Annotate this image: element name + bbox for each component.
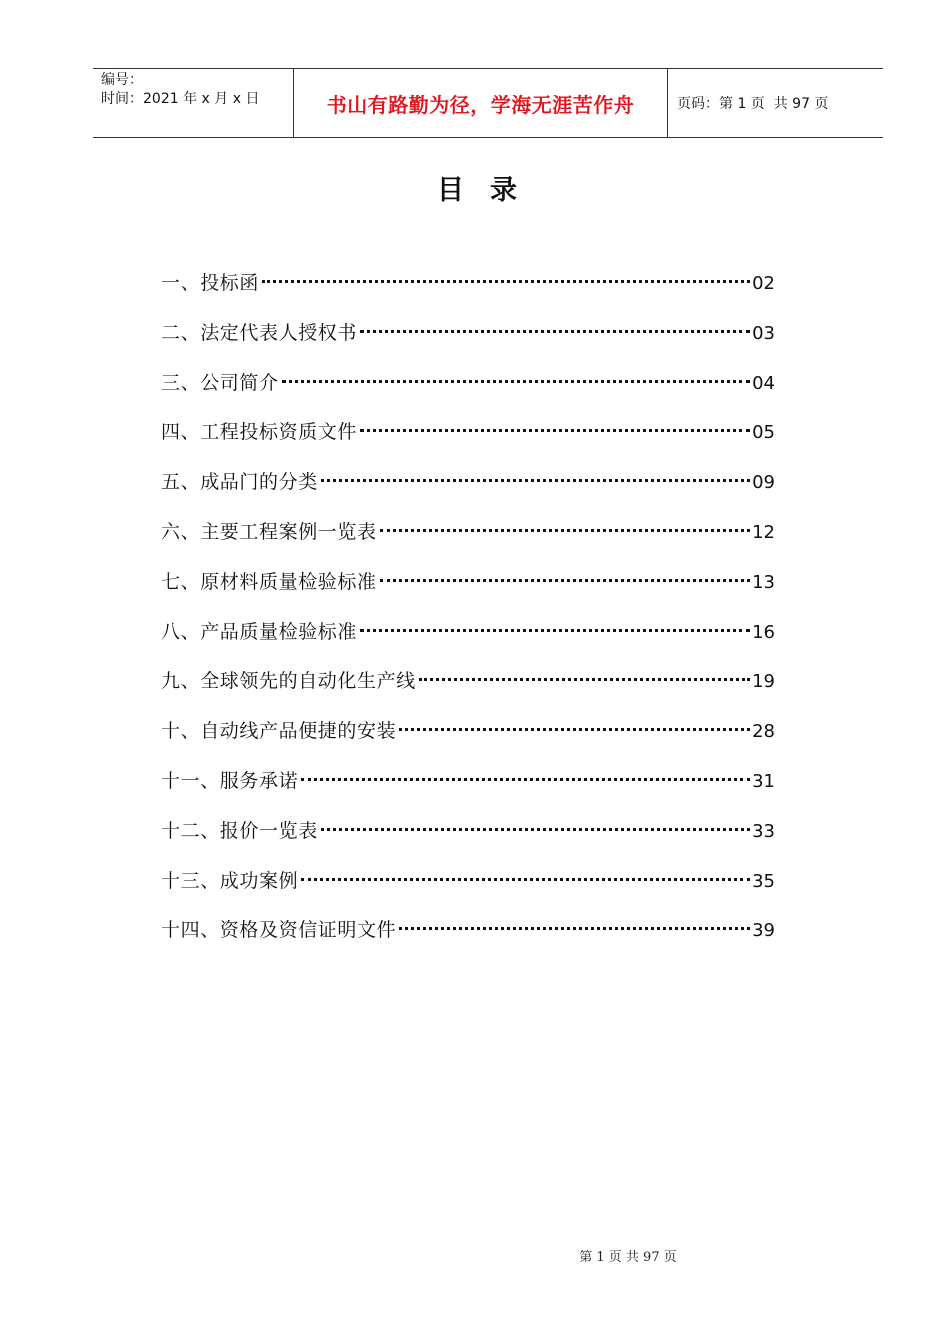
toc-item-label: 八、产品质量检验标准 (161, 620, 358, 643)
toc-item[interactable] (161, 567, 775, 617)
toc-item-page: 12 (752, 521, 775, 543)
toc-item[interactable] (161, 915, 775, 965)
toc-item-page: 33 (752, 820, 775, 842)
toc-leader-dots (301, 778, 750, 781)
toc-item-label: 五、成品门的分类 (161, 471, 318, 494)
toc-leader-dots (360, 429, 750, 432)
toc-item[interactable] (161, 816, 775, 866)
page-header (93, 68, 883, 138)
toc-item-label: 十、自动线产品便捷的安装 (161, 720, 397, 743)
toc-item-label: 十三、成功案例 (161, 869, 299, 892)
toc-item-label: 一、投标函 (161, 272, 260, 294)
toc-item[interactable] (161, 368, 775, 418)
toc-item[interactable] (161, 866, 775, 916)
toc-leader-dots (399, 927, 750, 930)
toc-item[interactable] (161, 766, 775, 816)
toc-leader-dots (282, 380, 750, 383)
toc-item-page: 19 (752, 671, 775, 693)
toc-leader-dots (380, 579, 750, 582)
toc-item[interactable] (161, 517, 775, 567)
toc-leader-dots (360, 629, 750, 632)
toc-item-label: 二、法定代表人授权书 (161, 321, 358, 344)
toc-item-page: 35 (752, 870, 775, 892)
toc-item-page: 28 (752, 721, 775, 743)
toc-item-label: 三、公司简介 (161, 371, 279, 394)
toc-item[interactable] (161, 268, 775, 318)
toc-item-label: 十二、报价一览表 (161, 819, 318, 842)
page-footer: 第 1 页 共 97 页 (579, 1250, 677, 1265)
toc-item-page: 31 (752, 770, 775, 792)
toc-item[interactable] (161, 666, 775, 716)
number-label: 编号： (101, 72, 143, 88)
toc-item-page: 03 (752, 322, 775, 344)
toc-item-page: 04 (752, 372, 775, 394)
toc-leader-dots (360, 330, 750, 333)
toc-item[interactable] (161, 617, 775, 667)
toc-item-label: 九、全球领先的自动化生产线 (161, 670, 416, 693)
toc-leader-dots (399, 728, 750, 731)
toc-leader-dots (380, 529, 750, 532)
header-page-info: 页码：第 1 页 共 97 页 (677, 96, 829, 112)
toc-leader-dots (321, 828, 750, 831)
toc-item-page: 05 (752, 422, 775, 444)
header-page-info-cell (668, 69, 883, 137)
toc-leader-dots (321, 479, 750, 482)
toc-leader-dots (301, 878, 750, 881)
toc-item-label: 四、工程投标资质文件 (161, 421, 358, 444)
toc-item-label: 七、原材料质量检验标准 (161, 570, 377, 593)
toc-list (161, 268, 775, 965)
toc-item-page: 39 (752, 920, 775, 942)
toc-item[interactable] (161, 318, 775, 368)
toc-item-page: 16 (752, 621, 775, 643)
toc-item[interactable] (161, 467, 775, 517)
toc-item-label: 十四、资格及资信证明文件 (161, 919, 397, 942)
header-motto: 书山有路勤为径，学海无涯苦作舟 (294, 69, 668, 137)
toc-title: 目录 (437, 175, 543, 206)
toc-item[interactable] (161, 716, 775, 766)
toc-item-label: 十一、服务承诺 (161, 769, 299, 792)
toc-item-page: 09 (752, 472, 775, 494)
toc-leader-dots (262, 280, 750, 283)
time-label: 时间：2021 年 x 月 x 日 (101, 91, 260, 107)
toc-item-page: 02 (752, 273, 775, 294)
toc-item-page: 13 (752, 571, 775, 593)
toc-leader-dots (419, 678, 750, 681)
toc-item-label: 六、主要工程案例一览表 (161, 520, 377, 543)
header-meta (93, 69, 294, 137)
toc-item[interactable] (161, 417, 775, 467)
